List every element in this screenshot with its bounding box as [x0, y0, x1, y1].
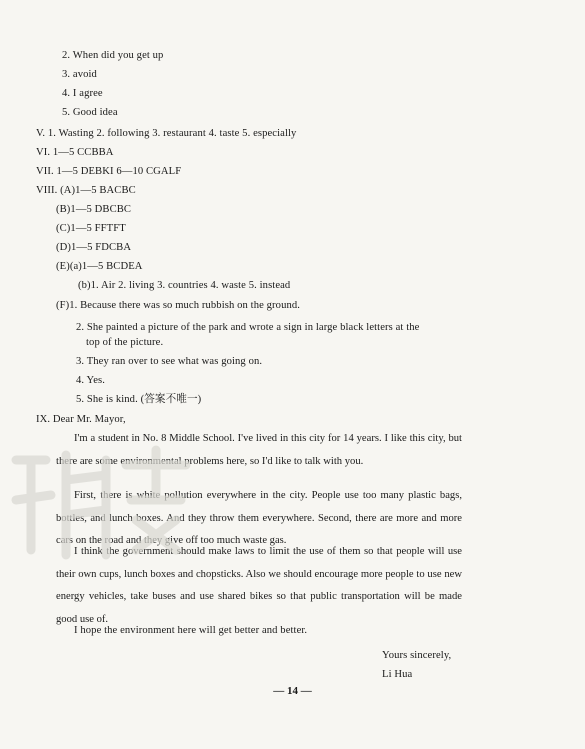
- section-viii-f4: 4. Yes.: [76, 375, 105, 386]
- letter-paragraph-3: I think the government should make laws to limit the use of them so that people will use their own cups, lunch boxes and chopsticks. Also we should encourage more people to use new energy vehicles, take buses and use shared bikes so that public transportation will be made good use of.: [56, 546, 462, 625]
- section-viii-f1: (F)1. Because there was so much rubbish on the ground.: [56, 300, 301, 311]
- section-vii-answers: VII. 1—5 DEBKI 6—10 CGALF: [36, 166, 182, 177]
- letter-signature: Li Hua: [382, 669, 413, 680]
- iv-item-4: 4. I agree: [62, 88, 103, 99]
- letter-paragraph-1: I'm a student in No. 8 Middle School. I've lived in this city for 14 years. I like this city, but there are some environmental problems here, so I'd like to talk with you.: [56, 433, 462, 467]
- iv-item-2: 2. When did you get up: [62, 50, 164, 61]
- section-viii-e-b: (b)1. Air 2. living 3. countries 4. waste 5. instead: [78, 280, 291, 291]
- section-viii-f3: 3. They ran over to see what was going on.: [76, 356, 263, 367]
- letter-closing: Yours sincerely,: [382, 650, 452, 661]
- iv-item-3: 3. avoid: [62, 69, 97, 80]
- section-viii-c: (C)1—5 FFTFT: [56, 223, 126, 234]
- page-number: — 14 —: [273, 685, 312, 697]
- section-vi-answers: VI. 1—5 CCBBA: [36, 147, 114, 158]
- section-viii-e-a: (E)(a)1—5 BCDEA: [56, 261, 143, 272]
- section-v-answers: V. 1. Wasting 2. following 3. restaurant 4. taste 5. especially: [36, 128, 297, 139]
- section-viii-a: VIII. (A)1—5 BACBC: [36, 185, 136, 196]
- letter-paragraph-2: First, there is white pollution everywhere in the city. People use too many plastic bags, bottles, and lunch boxes. And they throw them everywhere. Second, there are more and more cars on the road and they give off too much waste gas.: [56, 490, 462, 546]
- iv-item-5: 5. Good idea: [62, 107, 118, 118]
- section-viii-b: (B)1—5 DBCBC: [56, 204, 132, 215]
- letter-paragraph-4: I hope the environment here will get better and better.: [74, 625, 308, 636]
- section-viii-d: (D)1—5 FDCBA: [56, 242, 132, 253]
- section-viii-f5: 5. She is kind. (答案不唯一): [76, 394, 202, 405]
- section-viii-f2: 2. She painted a picture of the park and wrote a sign in large black letters at the: [76, 322, 420, 333]
- letter-salutation: IX. Dear Mr. Mayor,: [36, 414, 126, 425]
- section-viii-f2-cont: top of the picture.: [86, 337, 164, 348]
